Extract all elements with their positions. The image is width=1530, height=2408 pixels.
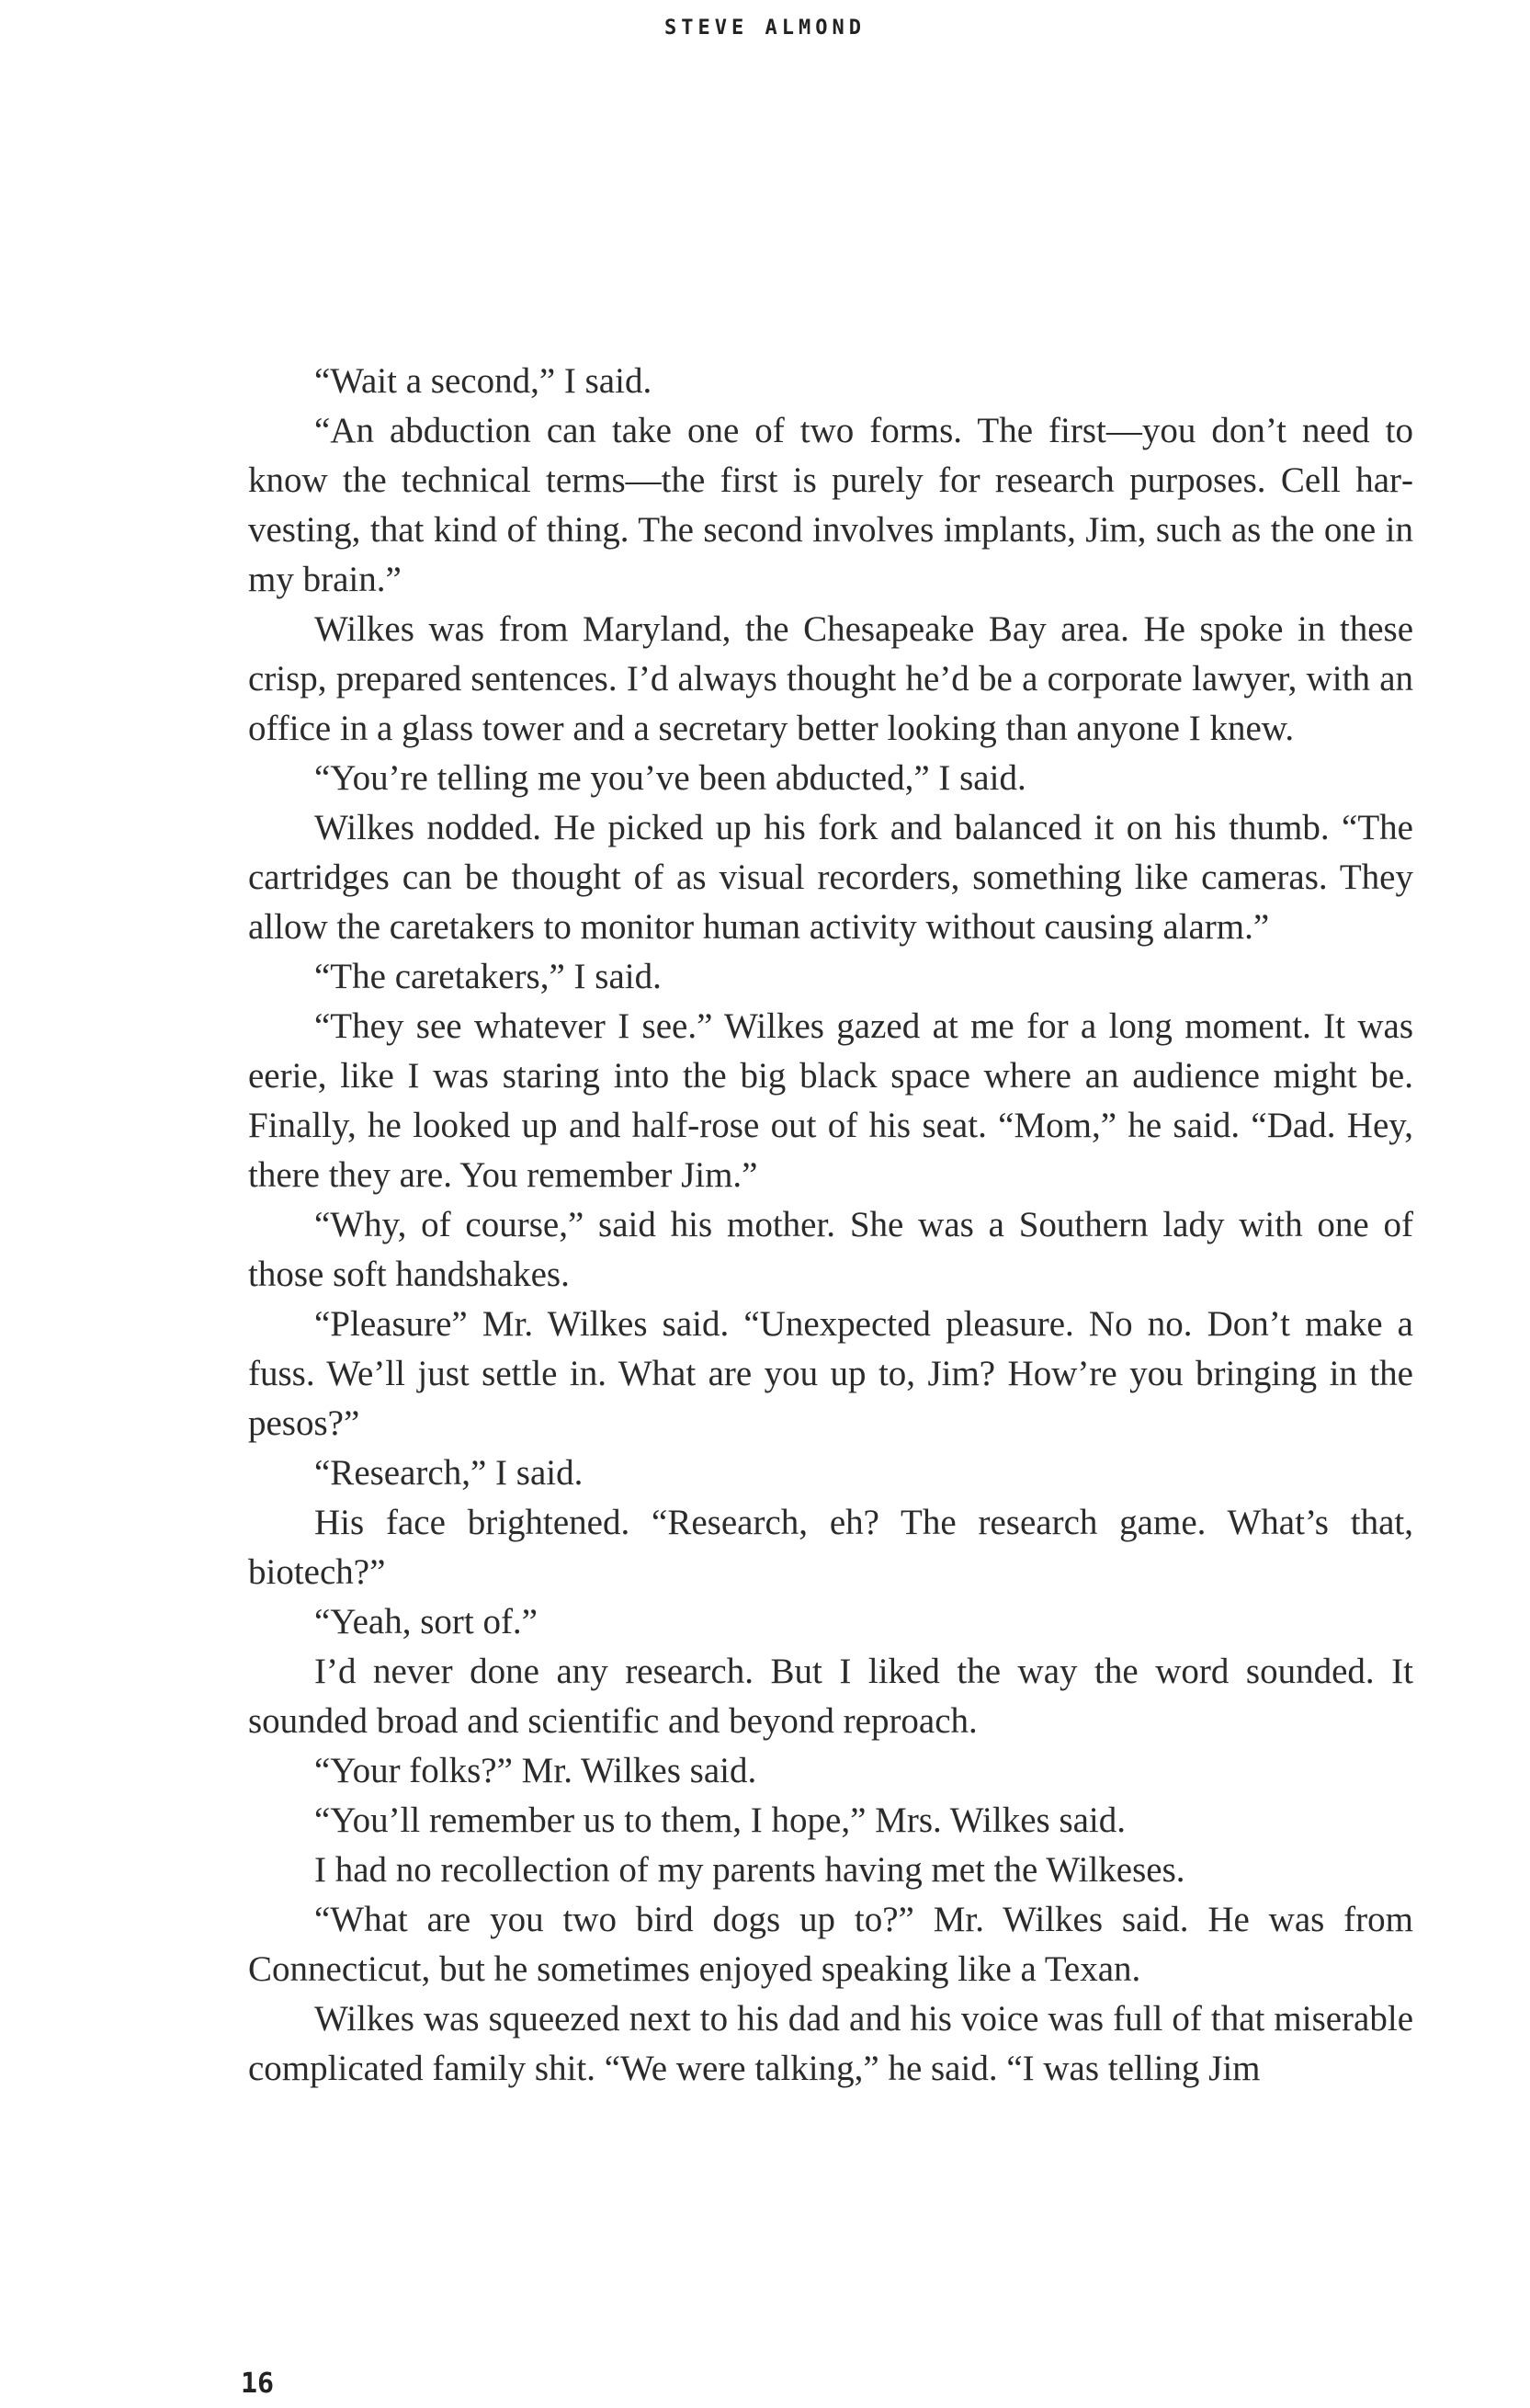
paragraph: His face brightened. “Research, eh? The research game. What’s that, biotech?”	[248, 1503, 1413, 1592]
paragraph: Wilkes was squeezed next to his dad and his voice was full of that miserable complicated family shit. “We were talking,” he said. “I was telling Jim	[248, 1999, 1413, 2088]
running-head: STEVE ALMOND	[664, 17, 866, 40]
paragraph: Wilkes nodded. He picked up his fork and balanced it on his thumb. “The cartridges can be thought of as visual recorders, something like cameras. They allow the caretakers to monitor human activity without causing alarm.”	[248, 808, 1413, 947]
paragraph: “An abduction can take one of two forms. The first—you don’t need to know the technical terms—the first is purely for research purposes. Cell harvesting, that kind of thing. The second involves implants, Jim, such as the one in my brain.”	[248, 411, 1413, 599]
paragraph: “You’re telling me you’ve been abducted,” I said.	[314, 758, 1026, 798]
paragraph: I’d never done any research. But I liked the way the word sounded. It sounded broad and scientific and beyond reproach.	[248, 1652, 1413, 1741]
page-number: 16	[241, 2368, 275, 2400]
paragraph: “Yeah, sort of.”	[314, 1602, 538, 1641]
paragraph: “Wait a second,” I said.	[314, 361, 652, 401]
paragraph: “Research,” I said.	[314, 1453, 584, 1493]
paragraph: “Your folks?” Mr. Wilkes said.	[314, 1751, 757, 1790]
paragraph: I had no recollection of my parents having met the Wilkeses.	[314, 1850, 1185, 1890]
paragraph: “Why, of course,” said his mother. She was a Southern lady with one of those soft handshakes.	[248, 1205, 1413, 1294]
paragraph: “The caretakers,” I said.	[314, 957, 662, 996]
paragraph: “What are you two bird dogs up to?” Mr. Wilkes said. He was from Connecticut, but he sometimes enjoyed speaking like a Texan.	[248, 1900, 1413, 1989]
paragraph: Wilkes was from Maryland, the Chesapeake Bay area. He spoke in these crisp, prepared sentences. I’d always thought he’d be a corporate lawyer, with an office in a glass tower and a secretary better looking than anyone I knew.	[248, 609, 1413, 748]
paragraph: “Pleasure” Mr. Wilkes said. “Unexpected pleasure. No no. Don’t make a fuss. We’ll just settle in. What are you up to, Jim? How’re you bringing in the pesos?”	[248, 1304, 1413, 1443]
paragraph: “They see whatever I see.” Wilkes gazed at me for a long moment. It was eerie, like I was staring into the big black space where an audience might be. Finally, he looked up and half-rose out of his seat. “Mom,” he said. “Dad. Hey, there they are. You remember Jim.”	[248, 1006, 1413, 1195]
body-text	[248, 357, 1413, 2094]
paragraph: “You’ll remember us to them, I hope,” Mrs. Wilkes said.	[314, 1800, 1127, 1840]
